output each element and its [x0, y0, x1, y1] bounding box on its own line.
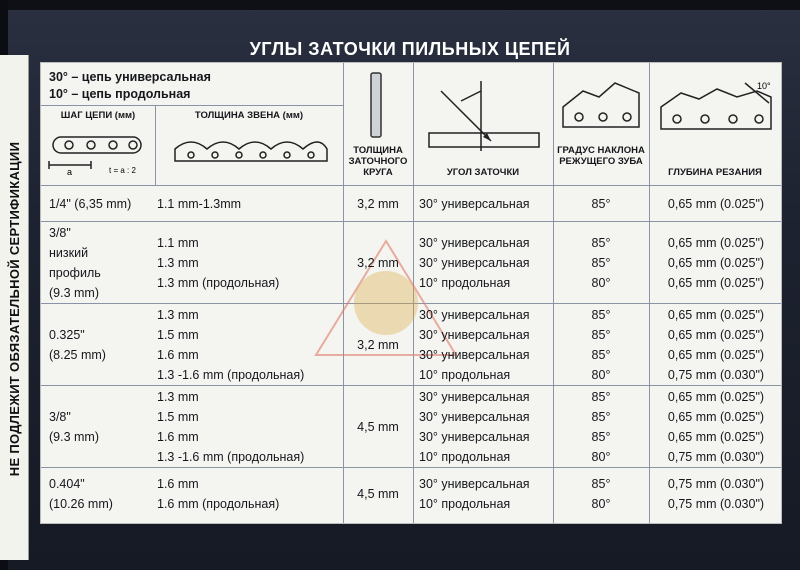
cell-angle: 30° универсальная [419, 328, 530, 342]
cell-tilt: 85° [591, 236, 611, 250]
cell-tilt: 85° [591, 348, 611, 362]
header-pitch: ШАГ ЦЕПИ (мм) [60, 110, 136, 121]
cell-depth: 0,75 mm (0.030") [667, 497, 765, 511]
cell-angle: 30° универсальная [419, 236, 530, 250]
cell-file: 3,2 mm [357, 256, 399, 270]
cell-tilt: 85° [591, 410, 611, 424]
cell-depth: 0,65 mm (0.025") [667, 410, 765, 424]
cell-depth: 0,65 mm (0.025") [667, 328, 765, 342]
cell-tilt: 85° [591, 390, 611, 404]
tooth-tilt-icon [559, 77, 645, 143]
cell-gauge: 1.3 mm [157, 308, 199, 322]
cell-gauge: 1.6 mm [157, 477, 199, 491]
legend-longitudinal: 10° – цепь продольная [49, 87, 191, 101]
certification-strip [0, 55, 29, 560]
header-file: ТОЛЩИНА ЗАТОЧНОГО КРУГА [348, 145, 408, 178]
cell-gauge: 1.5 mm [157, 410, 199, 424]
cell-depth: 0,65 mm (0.025") [667, 390, 765, 404]
cell-gauge: 1.6 mm [157, 348, 199, 362]
depth-angle-label: 10° [757, 81, 771, 91]
cell-tilt: 80° [591, 368, 611, 382]
cell-angle: 10° продольная [419, 497, 511, 511]
sharpening-table [40, 62, 782, 524]
cell-depth: 0,75 mm (0.030") [667, 477, 765, 491]
cell-pitch: 0.404" [49, 477, 85, 491]
cell-pitch: низкий [49, 246, 89, 260]
cell-pitch: профиль [49, 266, 101, 280]
cell-depth: 0,65 mm (0.025") [667, 256, 765, 270]
cell-pitch: 3/8" [49, 410, 71, 424]
header-depth: ГЛУБИНА РЕЗАНИЯ [668, 167, 762, 178]
cell-angle: 10° продольная [419, 450, 511, 464]
cell-file: 4,5 mm [357, 487, 399, 501]
header-gauge: ТОЛЩИНА ЗВЕНА (мм) [194, 110, 304, 121]
cell-gauge: 1.3 mm [157, 390, 199, 404]
cell-tilt: 85° [591, 430, 611, 444]
cell-pitch: 1/4" (6,35 mm) [49, 197, 132, 211]
cell-depth: 0,75 mm (0.030") [667, 450, 765, 464]
pitch-formula-t: t = a : 2 [109, 166, 136, 175]
cell-pitch: (10.26 mm) [49, 497, 113, 511]
cell-gauge: 1.1 mm [157, 236, 199, 250]
cell-tilt: 85° [591, 328, 611, 342]
cell-file: 3,2 mm [357, 338, 399, 352]
cell-angle: 10° продольная [419, 368, 511, 382]
cell-gauge: 1.6 mm [157, 430, 199, 444]
cell-depth: 0,65 mm (0.025") [667, 197, 765, 211]
cell-gauge: 1.6 mm (продольная) [157, 497, 280, 511]
cell-gauge: 1.5 mm [157, 328, 199, 342]
cell-angle: 30° универсальная [419, 410, 530, 424]
cutting-depth-icon [657, 77, 775, 143]
row-divider [41, 221, 781, 222]
cell-angle: 10° продольная [419, 276, 511, 290]
legend-universal: 30° – цепь универсальная [49, 70, 211, 84]
cell-gauge: 1.3 mm (продольная) [157, 276, 280, 290]
cell-file: 4,5 mm [357, 420, 399, 434]
chain-link-icon [171, 131, 331, 175]
cell-tilt: 85° [591, 308, 611, 322]
cell-angle: 30° универсальная [419, 348, 530, 362]
cell-pitch: (8.25 mm) [49, 348, 106, 362]
col-divider [155, 105, 156, 185]
cell-pitch: (9.3 mm) [49, 430, 99, 444]
top-frame [0, 0, 800, 10]
cell-tilt: 85° [591, 477, 611, 491]
page-title: УГЛЫ ЗАТОЧКИ ПИЛЬНЫХ ЦЕПЕЙ [249, 39, 571, 59]
header-angle: УГОЛ ЗАТОЧКИ [446, 167, 520, 178]
cell-angle: 30° универсальная [419, 430, 530, 444]
cell-depth: 0,75 mm (0.030") [667, 368, 765, 382]
cell-angle: 30° универсальная [419, 256, 530, 270]
cell-pitch: 3/8" [49, 226, 71, 240]
cell-tilt: 85° [591, 256, 611, 270]
cell-angle: 30° универсальная [419, 197, 530, 211]
cell-tilt: 80° [591, 450, 611, 464]
cell-depth: 0,65 mm (0.025") [667, 276, 765, 290]
cell-depth: 0,65 mm (0.025") [667, 308, 765, 322]
cell-tilt: 85° [591, 197, 611, 211]
col-divider [649, 63, 650, 523]
cell-gauge: 1.3 mm [157, 256, 199, 270]
certification-label: НЕ ПОДЛЕЖИТ ОБЯЗАТЕЛЬНОЙ СЕРТИФИКАЦИИ [7, 141, 22, 477]
cell-pitch: (9.3 mm) [49, 286, 99, 300]
cell-tilt: 80° [591, 497, 611, 511]
chain-pitch-icon [47, 123, 153, 179]
cell-depth: 0,65 mm (0.025") [667, 430, 765, 444]
header-tilt: ГРАДУС НАКЛОНА РЕЖУЩЕГО ЗУБА [557, 145, 645, 167]
cell-gauge: 1.3 -1.6 mm (продольная) [157, 450, 305, 464]
cell-angle: 30° универсальная [419, 477, 530, 491]
row-divider [41, 185, 781, 186]
cell-depth: 0,65 mm (0.025") [667, 348, 765, 362]
row-divider [41, 467, 781, 468]
cell-angle: 30° универсальная [419, 390, 530, 404]
cell-gauge: 1.1 mm-1.3mm [157, 197, 242, 211]
cell-angle: 30° универсальная [419, 308, 530, 322]
round-file-icon [366, 71, 386, 139]
row-divider [41, 385, 781, 386]
cell-pitch: 0.325" [49, 328, 85, 342]
file-angle-icon [421, 71, 547, 163]
cell-gauge: 1.3 -1.6 mm (продольная) [157, 368, 305, 382]
cell-file: 3,2 mm [357, 197, 399, 211]
row-divider [41, 105, 343, 106]
cell-depth: 0,65 mm (0.025") [667, 236, 765, 250]
pitch-formula-a: a [67, 167, 73, 177]
cell-tilt: 80° [591, 276, 611, 290]
